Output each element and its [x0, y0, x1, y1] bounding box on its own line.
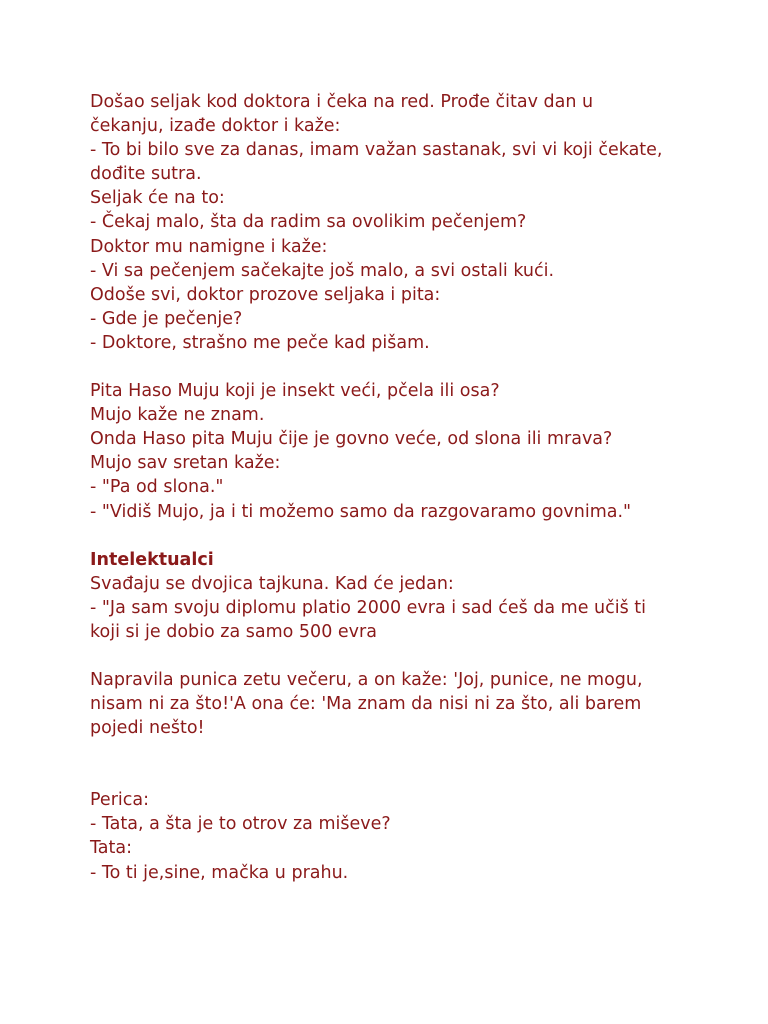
text-line: - Čekaj malo, šta da radim sa ovolikim pečenjem?	[90, 212, 527, 233]
joke-doctor-peasant	[90, 90, 728, 355]
text-line: Tata:	[90, 838, 132, 859]
paragraph-spacer	[90, 644, 728, 668]
text-line: Napravila punica zetu večeru, a on kaže: 'Joj, punice, ne mogu,	[90, 669, 643, 690]
text-line: Doktor mu namigne i kaže:	[90, 236, 328, 257]
text-line: Mujo sav sretan kaže:	[90, 453, 281, 474]
joke-perica	[90, 788, 728, 884]
text-line: - "Ja sam svoju diplomu platio 2000 evra i sad ćeš da me učiš ti	[90, 597, 647, 618]
paragraph-spacer	[90, 524, 728, 548]
text-line: Perica:	[90, 790, 149, 811]
text-line: dođite sutra.	[90, 164, 202, 185]
text-line: nisam ni za što!'A ona će: 'Ma znam da nisi ni za što, ali barem	[90, 694, 642, 715]
text-line: - "Vidiš Mujo, ja i ti možemo samo da razgovaramo govnima."	[90, 501, 632, 522]
text-line: Seljak će na to:	[90, 188, 225, 209]
text-line: - "Pa od slona."	[90, 477, 224, 498]
text-line: Odoše svi, doktor prozove seljaka i pita:	[90, 284, 441, 305]
text-line: Mujo kaže ne znam.	[90, 405, 265, 426]
text-line: Svađaju se dvojica tajkuna. Kad će jedan:	[90, 573, 454, 594]
joke-intelektualci	[90, 548, 728, 644]
joke-punica	[90, 668, 728, 740]
text-line: čekanju, izađe doktor i kaže:	[90, 116, 341, 137]
paragraph-spacer	[90, 355, 728, 379]
text-line: - To bi bilo sve za danas, imam važan sastanak, svi vi koji čekate,	[90, 140, 663, 161]
text-line: - Doktore, strašno me peče kad pišam.	[90, 332, 430, 353]
text-line: Onda Haso pita Muju čije je govno veće, od slona ili mrava?	[90, 429, 613, 450]
paragraph-spacer	[90, 740, 728, 788]
text-line: - Vi sa pečenjem sačekajte još malo, a svi ostali kući.	[90, 260, 555, 281]
text-line: - Tata, a šta je to otrov za miševe?	[90, 814, 391, 835]
section-heading: Intelektualci	[90, 549, 214, 570]
joke-haso-mujo	[90, 379, 728, 524]
text-line: - To ti je,sine, mačka u prahu.	[90, 862, 349, 883]
text-line: - Gde je pečenje?	[90, 308, 243, 329]
text-line: pojedi nešto!	[90, 718, 205, 739]
text-line: koji si je dobio za samo 500 evra	[90, 621, 377, 642]
text-line: Došao seljak kod doktora i čeka na red. Prođe čitav dan u	[90, 92, 594, 112]
text-line: Pita Haso Muju koji je insekt veći, pčela ili osa?	[90, 381, 500, 402]
